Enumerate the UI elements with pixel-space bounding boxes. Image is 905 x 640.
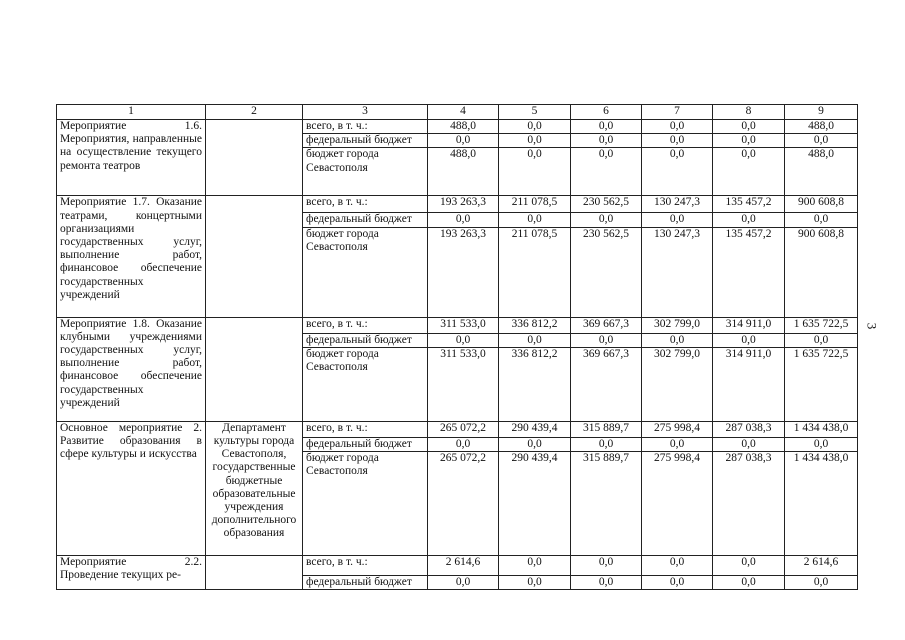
activity-cell: Мероприятие 1.7. Оказание театрами, концертными организациями государственных услуг, выполнение работ, финансовое обеспечение государственных учреждений <box>57 196 206 317</box>
value-cell: 0,0 <box>642 148 713 196</box>
value-cell: 0,0 <box>428 437 499 451</box>
value-cell: 2 614,6 <box>785 556 858 576</box>
funding-source-cell: всего, в т. ч.: <box>303 120 428 134</box>
value-cell: 0,0 <box>499 134 571 148</box>
column-header-8: 8 <box>713 105 785 120</box>
table-row <box>57 421 858 437</box>
value-cell: 0,0 <box>499 213 571 227</box>
value-cell: 0,0 <box>571 120 642 134</box>
value-cell: 0,0 <box>642 556 713 576</box>
value-cell: 0,0 <box>713 556 785 576</box>
value-cell: 0,0 <box>713 576 785 590</box>
value-cell: 314 911,0 <box>713 347 785 421</box>
column-header-1: 1 <box>57 105 206 120</box>
value-cell: 211 078,5 <box>499 227 571 317</box>
funding-source-cell: бюджет города Севастополя <box>303 452 428 556</box>
value-cell: 0,0 <box>642 437 713 451</box>
value-cell: 311 533,0 <box>428 347 499 421</box>
value-cell: 315 889,7 <box>571 452 642 556</box>
value-cell: 302 799,0 <box>642 347 713 421</box>
value-cell: 0,0 <box>642 134 713 148</box>
executor-cell <box>206 120 303 196</box>
activity-cell: Мероприятие 1.6. Мероприятия, направленные на осуществление текущего ремонта театров <box>57 120 206 196</box>
table-body <box>57 120 858 590</box>
funding-source-cell: федеральный бюджет <box>303 213 428 227</box>
value-cell: 130 247,3 <box>642 227 713 317</box>
page-number: 3 <box>864 322 880 330</box>
table-row <box>57 317 858 333</box>
column-header-9: 9 <box>785 105 858 120</box>
value-cell: 0,0 <box>499 576 571 590</box>
column-header-2: 2 <box>206 105 303 120</box>
column-header-3: 3 <box>303 105 428 120</box>
value-cell: 0,0 <box>642 576 713 590</box>
budget-table <box>56 104 858 590</box>
funding-source-cell: всего, в т. ч.: <box>303 317 428 333</box>
value-cell: 230 562,5 <box>571 196 642 213</box>
value-cell: 0,0 <box>785 437 858 451</box>
funding-source-cell: бюджет города Севастополя <box>303 227 428 317</box>
value-cell: 275 998,4 <box>642 421 713 437</box>
column-header-7: 7 <box>642 105 713 120</box>
value-cell: 0,0 <box>499 148 571 196</box>
value-cell: 287 038,3 <box>713 421 785 437</box>
value-cell: 0,0 <box>642 333 713 347</box>
value-cell: 0,0 <box>785 576 858 590</box>
funding-source-cell: федеральный бюджет <box>303 576 428 590</box>
value-cell: 0,0 <box>785 134 858 148</box>
value-cell: 0,0 <box>428 134 499 148</box>
value-cell: 1 635 722,5 <box>785 317 858 333</box>
column-header-4: 4 <box>428 105 499 120</box>
column-header-6: 6 <box>571 105 642 120</box>
value-cell: 488,0 <box>428 120 499 134</box>
value-cell: 488,0 <box>785 148 858 196</box>
funding-source-cell: бюджет города Севастополя <box>303 148 428 196</box>
value-cell: 0,0 <box>571 556 642 576</box>
value-cell: 0,0 <box>499 437 571 451</box>
value-cell: 302 799,0 <box>642 317 713 333</box>
value-cell: 0,0 <box>713 213 785 227</box>
value-cell: 0,0 <box>571 213 642 227</box>
funding-source-cell: всего, в т. ч.: <box>303 421 428 437</box>
value-cell: 287 038,3 <box>713 452 785 556</box>
value-cell: 488,0 <box>785 120 858 134</box>
value-cell: 0,0 <box>642 213 713 227</box>
value-cell: 1 635 722,5 <box>785 347 858 421</box>
funding-source-cell: бюджет города Севастополя <box>303 347 428 421</box>
table-row <box>57 196 858 213</box>
value-cell: 1 434 438,0 <box>785 452 858 556</box>
value-cell: 369 667,3 <box>571 347 642 421</box>
funding-source-cell: федеральный бюджет <box>303 134 428 148</box>
activity-cell: Мероприятие 2.2. Проведение текущих ре- <box>57 556 206 590</box>
value-cell: 0,0 <box>428 213 499 227</box>
value-cell: 193 263,3 <box>428 227 499 317</box>
value-cell: 315 889,7 <box>571 421 642 437</box>
value-cell: 0,0 <box>571 333 642 347</box>
value-cell: 0,0 <box>713 120 785 134</box>
value-cell: 0,0 <box>428 576 499 590</box>
funding-source-cell: федеральный бюджет <box>303 437 428 451</box>
value-cell: 0,0 <box>499 120 571 134</box>
executor-cell <box>206 556 303 590</box>
value-cell: 0,0 <box>571 576 642 590</box>
value-cell: 0,0 <box>713 148 785 196</box>
value-cell: 0,0 <box>499 333 571 347</box>
value-cell: 0,0 <box>713 333 785 347</box>
table-row <box>57 120 858 134</box>
value-cell: 211 078,5 <box>499 196 571 213</box>
value-cell: 0,0 <box>571 437 642 451</box>
table-row <box>57 556 858 576</box>
value-cell: 0,0 <box>428 333 499 347</box>
value-cell: 0,0 <box>785 213 858 227</box>
value-cell: 135 457,2 <box>713 227 785 317</box>
value-cell: 0,0 <box>642 120 713 134</box>
value-cell: 0,0 <box>785 333 858 347</box>
value-cell: 336 812,2 <box>499 347 571 421</box>
value-cell: 369 667,3 <box>571 317 642 333</box>
value-cell: 265 072,2 <box>428 452 499 556</box>
executor-cell <box>206 196 303 317</box>
value-cell: 135 457,2 <box>713 196 785 213</box>
value-cell: 0,0 <box>571 134 642 148</box>
value-cell: 275 998,4 <box>642 452 713 556</box>
value-cell: 900 608,8 <box>785 227 858 317</box>
column-header-5: 5 <box>499 105 571 120</box>
value-cell: 0,0 <box>499 556 571 576</box>
value-cell: 193 263,3 <box>428 196 499 213</box>
value-cell: 230 562,5 <box>571 227 642 317</box>
funding-source-cell: всего, в т. ч.: <box>303 196 428 213</box>
value-cell: 488,0 <box>428 148 499 196</box>
value-cell: 290 439,4 <box>499 421 571 437</box>
value-cell: 130 247,3 <box>642 196 713 213</box>
funding-source-cell: всего, в т. ч.: <box>303 556 428 576</box>
value-cell: 336 812,2 <box>499 317 571 333</box>
executor-cell: Департамент культуры города Севастополя, государственные бюджетные образовательные учреждения дополнительного образования <box>206 421 303 555</box>
activity-cell: Основное мероприятие 2. Развитие образования в сфере культуры и искусства <box>57 421 206 555</box>
table-header-row <box>57 105 858 120</box>
value-cell: 265 072,2 <box>428 421 499 437</box>
value-cell: 0,0 <box>571 148 642 196</box>
value-cell: 311 533,0 <box>428 317 499 333</box>
activity-cell: Мероприятие 1.8. Оказание клубными учреждениями государственных услуг, выполнение работ, финансовое обеспечение государственных учреждений <box>57 317 206 421</box>
value-cell: 290 439,4 <box>499 452 571 556</box>
funding-source-cell: федеральный бюджет <box>303 333 428 347</box>
value-cell: 2 614,6 <box>428 556 499 576</box>
value-cell: 1 434 438,0 <box>785 421 858 437</box>
executor-cell <box>206 317 303 421</box>
value-cell: 0,0 <box>713 437 785 451</box>
value-cell: 314 911,0 <box>713 317 785 333</box>
value-cell: 900 608,8 <box>785 196 858 213</box>
value-cell: 0,0 <box>713 134 785 148</box>
